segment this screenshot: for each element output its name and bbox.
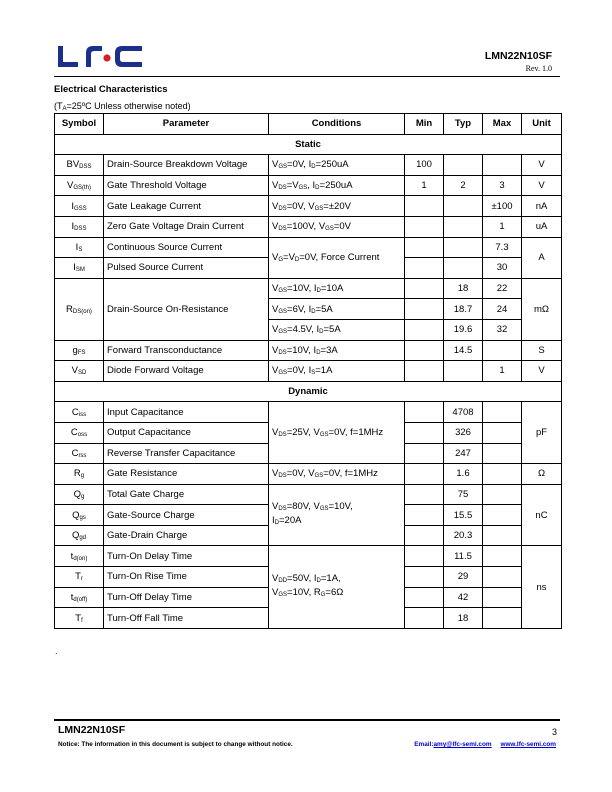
min-cell: [405, 525, 444, 546]
parameter-cell: Turn-Off Fall Time: [104, 608, 269, 629]
symbol-cell: $I_{GSS}$: [55, 196, 104, 217]
max-cell: 1: [483, 361, 522, 382]
footer-part-number: LMN22N10SF: [58, 724, 126, 736]
header-divider: [54, 76, 560, 77]
conditions-cell: $V_{DS}=100V$, $V_{GS}=0V$: [269, 216, 405, 237]
unit-cell: V: [522, 361, 562, 382]
min-cell: 1: [405, 175, 444, 196]
conditions-cell: $V_{DS}=10V$, $I_D=3A$: [269, 340, 405, 361]
symbol-cell: $C_{oss}$: [55, 422, 104, 443]
table-row: [55, 484, 562, 505]
min-cell: [405, 278, 444, 299]
email-link[interactable]: amy@lfc-semi.com: [433, 741, 492, 748]
symbol-cell: $V_{SD}$: [55, 361, 104, 382]
max-cell: [483, 525, 522, 546]
conditions-cell: $V_{DS}=0V$, $V_{GS}=0V$, f=1MHz: [269, 464, 405, 485]
parameter-cell: Total Gate Charge: [104, 484, 269, 505]
conditions-cell: $V_{GS}=6V$, $I_D=5A$: [269, 299, 405, 320]
table-row: [55, 175, 562, 196]
symbol-cell: $I_{DSS}$: [55, 216, 104, 237]
symbol-cell: $Q_g$: [55, 484, 104, 505]
unit-cell: nA: [522, 196, 562, 217]
min-cell: [405, 464, 444, 485]
conditions-cell: $V_{DD}=50V$, $I_D=1A$, $V_{GS}=10V$, $R_G=6\Omega$: [269, 546, 405, 628]
unit-cell: V: [522, 155, 562, 176]
max-cell: [483, 567, 522, 588]
symbol-cell: $R_g$: [55, 464, 104, 485]
min-cell: [405, 402, 444, 423]
section-label-dynamic: Dynamic: [55, 381, 562, 402]
max-cell: [483, 464, 522, 485]
parameter-cell: Drain-Source On-Resistance: [104, 278, 269, 340]
symbol-cell: $t_{d(off)}$: [55, 587, 104, 608]
header-part-number: LMN22N10SF: [484, 50, 552, 62]
col-header-conditions: Conditions: [269, 114, 405, 135]
footer-contact: [414, 741, 556, 748]
conditions-cell: $V_{GS}=4.5V$, $I_D=5A$: [269, 319, 405, 340]
min-cell: [405, 546, 444, 567]
max-cell: [483, 546, 522, 567]
typ-cell: 29: [444, 567, 483, 588]
min-cell: [405, 587, 444, 608]
table-row: [55, 464, 562, 485]
max-cell: 7.3: [483, 237, 522, 258]
footer-notice: Notice: The information in this document is subject to change without notice.: [58, 741, 293, 748]
parameter-cell: Zero Gate Voltage Drain Current: [104, 216, 269, 237]
unit-cell: pF: [522, 402, 562, 464]
max-cell: [483, 340, 522, 361]
table-row: [55, 361, 562, 382]
min-cell: [405, 196, 444, 217]
symbol-cell: $C_{iss}$: [55, 402, 104, 423]
max-cell: ±100: [483, 196, 522, 217]
conditions-cell: $V_{DS}=80V$, $V_{GS}=10V$, $I_D=20A$: [269, 484, 405, 546]
col-header-typ: Typ: [444, 114, 483, 135]
footer-divider: [54, 719, 560, 721]
parameter-cell: Gate Leakage Current: [104, 196, 269, 217]
col-header-unit: Unit: [522, 114, 562, 135]
typ-cell: 18: [444, 608, 483, 629]
min-cell: [405, 443, 444, 464]
typ-cell: 4708: [444, 402, 483, 423]
typ-cell: 2: [444, 175, 483, 196]
max-cell: 30: [483, 258, 522, 279]
typ-cell: 1.6: [444, 464, 483, 485]
unit-cell: ns: [522, 546, 562, 628]
unit-cell: A: [522, 237, 562, 278]
max-cell: [483, 505, 522, 526]
conditions-cell: $V_{DS}=V_{GS}$, $I_D=250uA$: [269, 175, 405, 196]
symbol-cell: $g_{FS}$: [55, 340, 104, 361]
col-header-parameter: Parameter: [104, 114, 269, 135]
min-cell: [405, 258, 444, 279]
min-cell: [405, 484, 444, 505]
unit-cell: S: [522, 340, 562, 361]
revision: Rev. 1.0: [525, 64, 552, 73]
symbol-cell: $T_f$: [55, 608, 104, 629]
unit-cell: nC: [522, 484, 562, 546]
conditions-cell: $V_{GS}=10V$, $I_D=10A$: [269, 278, 405, 299]
typ-cell: 247: [444, 443, 483, 464]
max-cell: [483, 608, 522, 629]
typ-cell: [444, 361, 483, 382]
table-header-row: [55, 114, 562, 135]
section-row-static: [55, 134, 562, 155]
typ-cell: 75: [444, 484, 483, 505]
typ-cell: [444, 237, 483, 258]
email-label: Email:: [414, 741, 434, 748]
symbol-cell: $R_{DS(on)}$: [55, 278, 104, 340]
conditions-cell: $V_{DS}=0V$, $V_{GS}=\pm 20V$: [269, 196, 405, 217]
typ-cell: [444, 216, 483, 237]
table-row: [55, 340, 562, 361]
max-cell: 32: [483, 319, 522, 340]
temperature-note: ($T_A=25ºC$ Unless otherwise noted): [54, 101, 191, 112]
symbol-cell: $C_{rss}$: [55, 443, 104, 464]
max-cell: 22: [483, 278, 522, 299]
section-row-dynamic: [55, 381, 562, 402]
page-number: 3: [551, 727, 557, 737]
parameter-cell: Gate-Drain Charge: [104, 525, 269, 546]
max-cell: 24: [483, 299, 522, 320]
min-cell: [405, 505, 444, 526]
conditions-cell: $V_G=V_D=0V$, Force Current: [269, 237, 405, 278]
typ-cell: [444, 155, 483, 176]
table-row: [55, 155, 562, 176]
conditions-cell: $V_{DS}=25V$, $V_{GS}=0V$, f=1MHz: [269, 402, 405, 464]
conditions-cell: $V_{GS}=0V$, $I_S=1A$: [269, 361, 405, 382]
typ-cell: [444, 196, 483, 217]
typ-cell: 42: [444, 587, 483, 608]
symbol-cell: $Q_{gs}$: [55, 505, 104, 526]
max-cell: [483, 443, 522, 464]
unit-cell: uA: [522, 216, 562, 237]
company-logo: [58, 44, 142, 70]
typ-cell: 11.5: [444, 546, 483, 567]
table-row: [55, 196, 562, 217]
symbol-cell: $Q_{gd}$: [55, 525, 104, 546]
symbol-cell: $BV_{DSS}$: [55, 155, 104, 176]
table-row: [55, 546, 562, 567]
max-cell: 3: [483, 175, 522, 196]
unit-cell: mΩ: [522, 278, 562, 340]
section-label-static: Static: [55, 134, 562, 155]
min-cell: [405, 567, 444, 588]
website-link[interactable]: www.lfc-semi.com: [500, 741, 556, 748]
typ-cell: 18: [444, 278, 483, 299]
conditions-cell: $V_{GS}=0V$, $I_D=250uA$: [269, 155, 405, 176]
parameter-cell: Pulsed Source Current: [104, 258, 269, 279]
symbol-cell: $t_{d(on)}$: [55, 546, 104, 567]
typ-cell: 19.6: [444, 319, 483, 340]
min-cell: [405, 422, 444, 443]
min-cell: [405, 299, 444, 320]
parameter-cell: Turn-On Delay Time: [104, 546, 269, 567]
table-row: [55, 278, 562, 299]
max-cell: [483, 402, 522, 423]
parameter-cell: Turn-Off Delay Time: [104, 587, 269, 608]
col-header-min: Min: [405, 114, 444, 135]
unit-cell: Ω: [522, 464, 562, 485]
max-cell: [483, 587, 522, 608]
table-row: [55, 237, 562, 258]
min-cell: [405, 361, 444, 382]
unit-cell: V: [522, 175, 562, 196]
min-cell: [405, 237, 444, 258]
col-header-max: Max: [483, 114, 522, 135]
trailing-mark: .: [55, 646, 58, 656]
max-cell: [483, 155, 522, 176]
min-cell: [405, 608, 444, 629]
typ-cell: 14.5: [444, 340, 483, 361]
typ-cell: 15.5: [444, 505, 483, 526]
max-cell: [483, 422, 522, 443]
parameter-cell: Gate Threshold Voltage: [104, 175, 269, 196]
parameter-cell: Forward Transconductance: [104, 340, 269, 361]
parameter-cell: Drain-Source Breakdown Voltage: [104, 155, 269, 176]
min-cell: [405, 216, 444, 237]
symbol-cell: $I_{SM}$: [55, 258, 104, 279]
typ-cell: 326: [444, 422, 483, 443]
typ-cell: 20.3: [444, 525, 483, 546]
parameter-cell: Continuous Source Current: [104, 237, 269, 258]
typ-cell: [444, 258, 483, 279]
parameter-cell: Turn-On Rise Time: [104, 567, 269, 588]
parameter-cell: Input Capacitance: [104, 402, 269, 423]
max-cell: [483, 484, 522, 505]
max-cell: 1: [483, 216, 522, 237]
parameter-cell: Diode Forward Voltage: [104, 361, 269, 382]
parameter-cell: Gate-Source Charge: [104, 505, 269, 526]
section-title: Electrical Characteristics: [54, 84, 168, 95]
parameter-cell: Reverse Transfer Capacitance: [104, 443, 269, 464]
min-cell: [405, 319, 444, 340]
symbol-cell: $I_S$: [55, 237, 104, 258]
parameter-cell: Output Capacitance: [104, 422, 269, 443]
electrical-characteristics-table: [54, 113, 562, 629]
symbol-cell: $T_r$: [55, 567, 104, 588]
table-row: [55, 216, 562, 237]
symbol-cell: $V_{GS(th)}$: [55, 175, 104, 196]
table-row: [55, 402, 562, 423]
parameter-cell: Gate Resistance: [104, 464, 269, 485]
col-header-symbol: Symbol: [55, 114, 104, 135]
typ-cell: 18.7: [444, 299, 483, 320]
min-cell: 100: [405, 155, 444, 176]
min-cell: [405, 340, 444, 361]
